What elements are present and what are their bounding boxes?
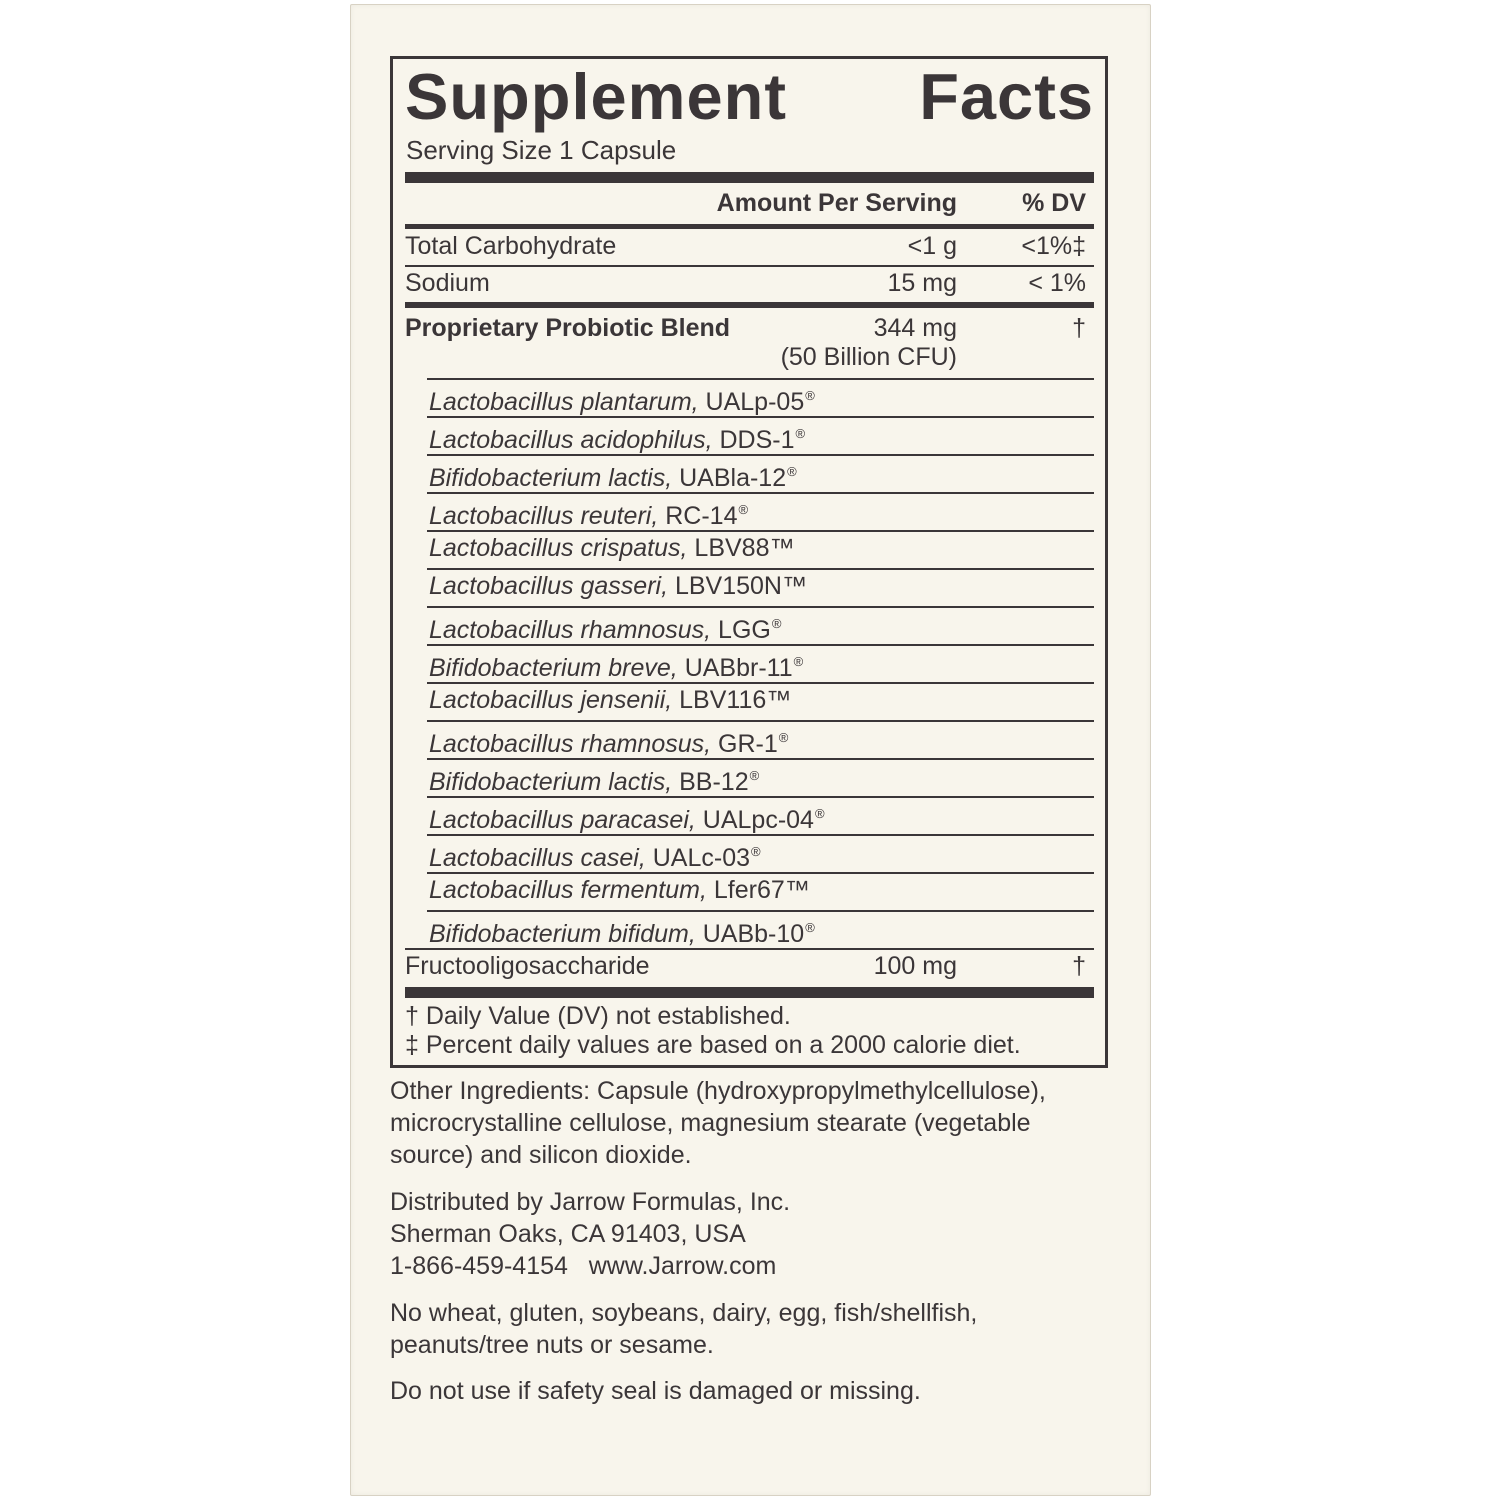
strain-code: Lfer67™ bbox=[713, 876, 810, 904]
row-divider bbox=[427, 454, 1094, 456]
registered-mark: ® bbox=[795, 426, 806, 441]
strain-row bbox=[429, 685, 791, 715]
nutrient-name: Total Carbohydrate bbox=[405, 232, 617, 260]
strain-species: Lactobacillus rhamnosus, bbox=[429, 730, 712, 758]
strain-species: Lactobacillus reuteri, bbox=[429, 502, 659, 530]
distributor-line: Distributed by Jarrow Formulas, Inc. bbox=[390, 1188, 791, 1216]
strain-code: LBV116™ bbox=[679, 686, 792, 714]
distributor-line: Sherman Oaks, CA 91403, USA bbox=[390, 1220, 746, 1248]
strain-code: DDS-1 bbox=[719, 426, 795, 454]
daily-value-header: % DV bbox=[1022, 189, 1086, 217]
strain-code: LGG bbox=[718, 616, 771, 644]
row-divider bbox=[405, 265, 1094, 267]
nutrient-name: Sodium bbox=[405, 269, 490, 297]
strain-species: Lactobacillus rhamnosus, bbox=[429, 616, 712, 644]
registered-mark: ® bbox=[814, 806, 825, 821]
blend-name: Proprietary Probiotic Blend bbox=[405, 314, 731, 342]
strain-row bbox=[429, 381, 815, 417]
distributor-info bbox=[390, 1186, 1110, 1282]
row-divider bbox=[427, 606, 1094, 608]
row-divider bbox=[427, 720, 1094, 722]
registered-mark: ® bbox=[751, 844, 761, 859]
thick-divider bbox=[405, 987, 1094, 998]
row-divider bbox=[427, 644, 1094, 646]
strain-species: Lactobacillus crispatus, bbox=[429, 534, 688, 562]
strain-row bbox=[429, 913, 815, 949]
allergen-line: peanuts/tree nuts or sesame. bbox=[390, 1331, 714, 1359]
other-ingredients-line: microcrystalline cellulose, magnesium stearate (vegetable bbox=[390, 1109, 1031, 1137]
row-divider bbox=[427, 378, 1094, 380]
row-divider bbox=[427, 834, 1094, 836]
footnote-dagger: † Daily Value (DV) not established. bbox=[405, 1002, 791, 1030]
registered-mark: ® bbox=[805, 388, 815, 403]
strain-row bbox=[429, 457, 797, 493]
other-ingredients-line: Other Ingredients: Capsule (hydroxypropylmethylcellulose), bbox=[390, 1077, 1046, 1105]
nutrient-amount: <1 g bbox=[907, 232, 957, 260]
strain-code: LBV88™ bbox=[694, 534, 795, 562]
nutrient-dv: <1%‡ bbox=[1021, 232, 1086, 260]
strain-code: BB-12 bbox=[679, 768, 749, 796]
row-divider bbox=[427, 796, 1094, 798]
strain-row bbox=[429, 723, 788, 759]
strain-row bbox=[429, 837, 761, 873]
row-divider bbox=[427, 872, 1094, 874]
title-word-supplement: Supplement bbox=[405, 60, 787, 133]
serving-size: Serving Size 1 Capsule bbox=[406, 135, 677, 165]
strain-species: Bifidobacterium breve, bbox=[429, 654, 678, 682]
strain-row bbox=[429, 533, 794, 563]
registered-mark: ® bbox=[805, 920, 815, 935]
registered-mark: ® bbox=[787, 464, 797, 479]
registered-mark: ® bbox=[793, 654, 804, 669]
strain-row bbox=[429, 419, 805, 455]
medium-divider bbox=[405, 224, 1094, 229]
fos-amount: 100 mg bbox=[873, 952, 957, 980]
row-divider bbox=[427, 758, 1094, 760]
blend-amount: 344 mg bbox=[873, 314, 957, 342]
supplement-facts-title bbox=[405, 62, 1094, 132]
strain-code: UABla-12 bbox=[679, 464, 787, 492]
amount-per-serving-header: Amount Per Serving bbox=[716, 189, 957, 217]
row-divider bbox=[427, 910, 1094, 912]
row-divider bbox=[405, 948, 1094, 950]
strain-species: Lactobacillus acidophilus, bbox=[429, 426, 713, 454]
strain-row bbox=[429, 609, 781, 645]
distributor-contact: 1-866-459-4154 www.Jarrow.com bbox=[390, 1252, 777, 1280]
strain-code: UABbr-11 bbox=[684, 654, 793, 682]
strain-species: Lactobacillus casei, bbox=[429, 844, 646, 872]
strain-code: UABb-10 bbox=[702, 920, 805, 948]
footnote-double-dagger: ‡ Percent daily values are based on a 2000 calorie diet. bbox=[405, 1031, 1021, 1059]
strain-row bbox=[429, 571, 807, 601]
row-divider bbox=[427, 568, 1094, 570]
row-divider bbox=[427, 530, 1094, 532]
registered-mark: ® bbox=[738, 502, 749, 517]
row-divider bbox=[427, 416, 1094, 418]
allergen-statement bbox=[390, 1297, 1110, 1361]
safety-note: Do not use if safety seal is damaged or missing. bbox=[390, 1377, 921, 1405]
medium-divider bbox=[405, 302, 1094, 308]
supplement-facts-content bbox=[405, 59, 1094, 1065]
row-divider bbox=[427, 682, 1094, 684]
blend-dv: † bbox=[1072, 314, 1086, 342]
fos-dv: † bbox=[1072, 952, 1086, 980]
strain-species: Bifidobacterium lactis, bbox=[429, 464, 673, 492]
strain-row bbox=[429, 799, 825, 835]
registered-mark: ® bbox=[749, 768, 760, 783]
strain-code: UALpc-04 bbox=[702, 806, 814, 834]
strain-species: Lactobacillus jensenii, bbox=[429, 686, 673, 714]
strain-species: Bifidobacterium lactis, bbox=[429, 768, 673, 796]
nutrient-amount: 15 mg bbox=[887, 269, 957, 297]
nutrient-dv: < 1% bbox=[1028, 269, 1086, 297]
strain-species: Lactobacillus gasseri, bbox=[429, 572, 669, 600]
blend-cfu: (50 Billion CFU) bbox=[780, 343, 957, 371]
strain-code: GR-1 bbox=[718, 730, 778, 758]
strain-row bbox=[429, 875, 810, 905]
supplement-facts-panel bbox=[390, 56, 1108, 1068]
other-ingredients bbox=[390, 1075, 1110, 1171]
fos-name: Fructooligosaccharide bbox=[405, 952, 650, 980]
strain-row bbox=[429, 647, 803, 683]
strain-row bbox=[429, 495, 748, 531]
strain-code: RC-14 bbox=[665, 502, 738, 530]
allergen-line: No wheat, gluten, soybeans, dairy, egg, fish/shellfish, bbox=[390, 1299, 978, 1327]
strain-species: Lactobacillus paracasei, bbox=[429, 806, 696, 834]
row-divider bbox=[427, 492, 1094, 494]
registered-mark: ® bbox=[778, 730, 789, 745]
strain-species: Lactobacillus fermentum, bbox=[429, 876, 707, 904]
strain-code: LBV150N™ bbox=[674, 572, 807, 600]
strain-row bbox=[429, 761, 759, 797]
other-ingredients-line: source) and silicon dioxide. bbox=[390, 1141, 692, 1169]
strain-species: Bifidobacterium bifidum, bbox=[429, 920, 696, 948]
thick-divider bbox=[405, 172, 1094, 183]
strain-code: UALc-03 bbox=[652, 844, 751, 872]
strain-species: Lactobacillus plantarum, bbox=[429, 388, 699, 416]
registered-mark: ® bbox=[771, 616, 782, 631]
title-word-facts: Facts bbox=[919, 60, 1094, 133]
strain-code: UALp-05 bbox=[705, 388, 805, 416]
